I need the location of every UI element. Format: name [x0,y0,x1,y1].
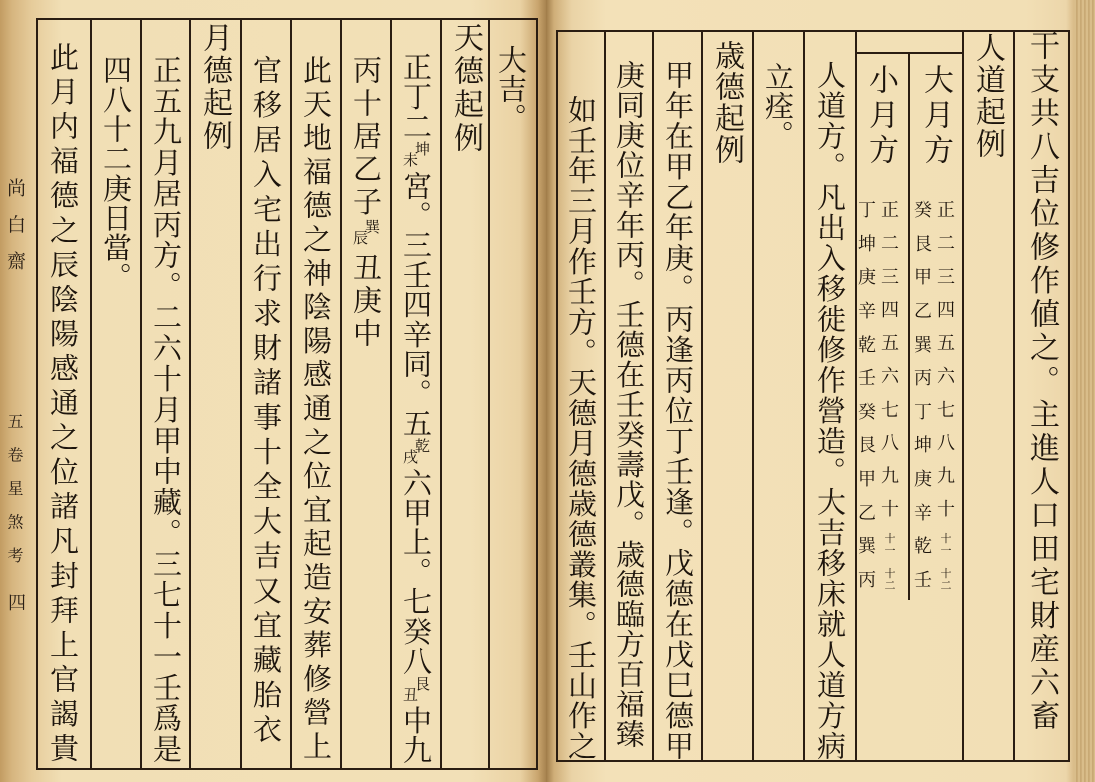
table-rule [855,52,963,54]
big-month-label: 大月方 [918,64,953,164]
direction-cell: 丙 [914,368,932,390]
note-char: 艮 [413,675,431,691]
month-cell: 九 [937,466,955,488]
month-cell: 十二 [884,566,896,592]
column-rule [390,18,392,770]
suide-text-column: 甲年在甲乙年庚。丙逢丙位丁壬逢。戊德在戊巳德甲 [661,60,695,760]
direction-cell: 坤 [858,233,876,255]
month-cell: 七 [881,399,899,421]
frame-border-top [36,18,538,20]
note-char: 乾 [413,438,431,454]
column-rule [140,18,142,770]
month-cell: 十二 [940,566,952,592]
month-cell: 二 [937,233,955,255]
column-rule [908,52,910,600]
text-segment: 中九 [399,704,433,765]
direction-cell: 乙 [914,300,932,322]
interlinear-note [401,438,430,467]
direction-cell: 丙 [858,569,876,591]
direction-cell: 丁 [858,200,876,221]
margin-chapter: 五卷星煞考 [5,413,24,563]
direction-cell: 乾 [914,536,932,558]
direction-cell: 艮 [914,233,932,255]
note-char: 未 [401,152,419,168]
month-cell: 正 [881,200,899,221]
text-segment: 六甲上。七癸八 [399,467,433,676]
frame-border-left [556,30,558,762]
month-cell: 三 [937,266,955,288]
month-cell: 五 [881,333,899,355]
column-rule [340,18,342,770]
note-char: 戌 [401,449,419,465]
month-cell: 四 [937,299,955,321]
direction-cell: 壬 [914,569,932,591]
month-cell: 十一 [884,531,896,557]
column-rule [240,18,242,770]
direction-cell: 甲 [858,469,876,490]
column-rule [701,30,703,762]
suide-text-column: 庚同庚位辛年丙。壬德在壬癸壽戊。歳德臨方百福臻 [612,60,646,748]
month-cell: 十 [937,499,955,521]
month-cell: 三 [881,266,899,288]
direction-cell: 庚 [858,267,876,289]
month-cell: 十 [881,499,899,521]
suide-heading: 歳德起例 [709,40,744,164]
month-cell: 七 [937,399,955,421]
direction-cell: 甲 [914,267,932,289]
note-char: 坤 [413,141,431,157]
column-rule [652,30,654,762]
month-cell: 六 [937,366,955,388]
ganzhi-text-column: 干支共八吉位修作値之。主進人口田宅財産六畜 [1024,30,1059,730]
direction-cell: 辛 [914,502,932,524]
direction-cell: 壬 [858,368,876,390]
direction-cell: 乾 [858,334,876,356]
month-cell: 八 [937,432,955,454]
frame-border-left [36,18,38,770]
yuede-heading: 月德起例 [197,22,232,150]
text-segment: 丑庚中 [349,248,383,347]
rendao-text-end: 立痊。 [761,62,795,149]
direction-cell: 丁 [914,401,932,423]
tiande-rule-column [399,52,433,765]
margin-page-number: 四 [5,593,26,611]
frame-border-right [1068,30,1070,762]
column-rule [1013,30,1015,762]
frame-border-bottom [36,768,538,770]
month-cell: 八 [881,432,899,454]
column-rule [752,30,754,762]
column-rule [90,18,92,770]
small-month-label: 小月方 [863,64,898,164]
direction-cell: 巽 [858,536,876,558]
small-month-directions-column [856,200,878,592]
tiande-heading: 天德起例 [448,22,483,152]
column-rule [962,30,964,762]
direction-cell: 乙 [858,502,876,524]
month-cell: 正 [937,200,955,221]
page-edge [1074,0,1095,782]
text-segment: 宮。三壬四辛同。五 [399,170,433,439]
carryover-text: 大吉。 [494,45,528,132]
month-cell: 四 [881,299,899,321]
margin-title: 尚白齋 [4,178,26,270]
month-cell: 九 [881,466,899,488]
direction-cell: 庚 [914,469,932,490]
column-rule [189,18,191,770]
column-rule [440,18,442,770]
rendao-text-column: 人道方。凡出入移徙修作營造。大吉移床就人道方病 [813,60,847,760]
interlinear-note [401,676,430,705]
month-cell: 二 [881,233,899,255]
column-rule [488,18,490,770]
note-char: 辰 [351,230,369,246]
direction-cell: 癸 [858,401,876,423]
direction-cell: 坤 [914,435,932,457]
text-segment: 丙十居乙子 [349,55,383,220]
yuede-rule-column: 正五九月居丙方。二六十月甲中藏。三七十一壬爲是 [149,55,183,763]
direction-cell: 艮 [858,435,876,457]
direction-cell: 癸 [914,200,932,221]
yuede-rule-column: 四八十二庚日當。 [99,55,133,291]
suide-text-column: 如壬年三月作壬方。天德月德歳德叢集。壬山作之 [564,95,598,760]
direction-cell: 巽 [914,334,932,356]
tiande-rule-column [349,55,383,347]
month-cell: 十一 [940,531,952,557]
interlinear-note [401,141,430,170]
month-cell: 六 [881,366,899,388]
note-char: 巽 [363,219,381,235]
small-month-months-column [879,200,901,592]
month-cell: 五 [937,333,955,355]
text-segment: 正丁二 [399,52,433,142]
big-month-directions-column [912,200,934,592]
tiande-text-column: 此天地福德之神陰陽感通之位宜起造安葬修營上 [299,55,333,760]
rendao-heading: 人道起例 [970,32,1005,158]
column-rule [803,30,805,762]
note-char: 丑 [401,686,419,702]
frame-border-bottom [556,760,1070,762]
frame-border-right [536,18,538,770]
yuede-text-column: 此月内福德之辰陰陽感通之位諸凡封拜上官謁貴 [46,42,80,762]
direction-cell: 辛 [858,300,876,322]
interlinear-note [351,219,380,248]
column-rule [290,18,292,770]
big-month-months-column [935,200,957,592]
tiande-text-column: 官移居入宅出行求財諸事十全大吉又宜藏胎衣 [249,55,283,743]
column-rule [604,30,606,762]
